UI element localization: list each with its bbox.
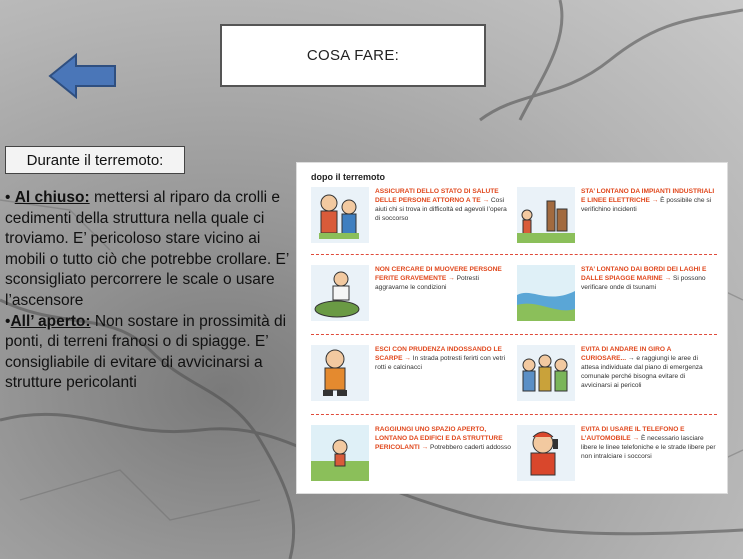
earthquake-safety-illustration xyxy=(296,162,728,494)
divider xyxy=(311,334,717,335)
lake-shore-illustration xyxy=(517,265,575,321)
open-space-illustration xyxy=(311,425,369,481)
instruction-key-outdoors: All’ aperto: xyxy=(10,312,91,330)
instruction-outdoors xyxy=(5,312,290,394)
panel-heading: NON CERCARE DI MUOVERE PERSONE FERITE GRAVEMENTE → xyxy=(375,266,502,282)
instruction-indoors xyxy=(5,188,290,312)
bullet: • xyxy=(5,189,15,206)
figure-heading: dopo il terremoto xyxy=(311,172,385,182)
person-with-shoes-illustration xyxy=(311,345,369,401)
panel-body: Potrebbero caderti addosso xyxy=(428,444,511,451)
figure-row xyxy=(311,423,717,485)
page-title-box xyxy=(220,24,486,87)
panel-heading: STA’ LONTANO DAI BORDI DEI LAGHI E DALLE SPIAGGE MARINE → xyxy=(581,266,707,282)
panel-body: → e raggiungi le aree di attesa individuate dal piano di emergenza comunale perché bisogna evitare di avvicinarsi ai pericoli xyxy=(581,355,703,389)
panel-body: Potresti aggravarne le condizioni xyxy=(375,275,479,291)
panel-heading: EVITA DI ANDARE IN GIRO A CURIOSARE... xyxy=(581,346,672,362)
panel-body: È necessario lasciare libere le linee telefoniche e le strade libere per non intralciare i soccorsi xyxy=(581,435,716,460)
figure-panel xyxy=(311,263,511,325)
crowd-illustration xyxy=(517,345,575,401)
figure-row xyxy=(311,185,717,247)
industrial-plant-illustration xyxy=(517,187,575,243)
people-helping-illustration xyxy=(311,187,369,243)
figure-panel xyxy=(517,185,717,247)
divider xyxy=(311,254,717,255)
panel-heading: STA’ LONTANO DA IMPIANTI INDUSTRIALI E LINEE ELETTRICHE → xyxy=(581,188,715,204)
panel-heading: RAGGIUNGI UNO SPAZIO APERTO, LONTANO DA EDIFICI E DA STRUTTURE PERICOLANTI → xyxy=(375,426,503,451)
figure-panel xyxy=(517,263,717,325)
divider xyxy=(311,414,717,415)
instructions-text xyxy=(5,188,290,394)
panel-heading: ASSICURATI DELLO STATO DI SALUTE DELLE PERSONE ATTORNO A TE → xyxy=(375,188,499,204)
panel-body: Si possono verificare onde di tsunami xyxy=(581,275,706,291)
figure-row xyxy=(311,343,717,405)
arrow-left-icon xyxy=(50,55,115,97)
panel-heading: ESCI CON PRUDENZA INDOSSANDO LE SCARPE → xyxy=(375,346,502,362)
phone-call-illustration xyxy=(517,425,575,481)
figure-panel xyxy=(311,185,511,247)
figure-panel xyxy=(311,343,511,405)
figure-panel xyxy=(517,343,717,405)
instruction-body-indoors: mettersi al riparo da crolli e cedimenti della struttura nella quale ci troviamo. E’ pericoloso stare vicino ai mobili o tutto ciò che potrebbe crollare. E’ sconsigliato percorrere le scale o usare l’ascensore xyxy=(5,189,289,309)
bullet: • xyxy=(5,312,11,330)
figure-panel xyxy=(311,423,511,485)
instruction-key-indoors: Al chiuso: xyxy=(14,189,90,206)
panel-heading: EVITA DI USARE IL TELEFONO E L’AUTOMOBILE → xyxy=(581,426,685,442)
figure-panel xyxy=(517,423,717,485)
section-label-box xyxy=(5,146,185,174)
figure-row xyxy=(311,263,717,325)
instruction-body-outdoors: Non sostare in prossimità di ponti, di terreni franosi o di spiagge. E’ consigliabile di evitare di avvicinarsi a strutture pericolanti xyxy=(5,312,287,392)
back-arrow-button[interactable] xyxy=(48,52,118,100)
section-label: Durante il terremoto: xyxy=(26,151,164,169)
injured-person-illustration xyxy=(311,265,369,321)
page-title: COSA FARE: xyxy=(306,47,400,64)
panel-body: In strada potresti ferirti con vetri rotti e calcinacci xyxy=(375,355,506,371)
panel-body: Così aiuti chi si trova in difficoltà ed agevoli l’opera di soccorso xyxy=(375,197,507,222)
panel-body: È possibile che si verifichino incidenti xyxy=(581,197,712,213)
